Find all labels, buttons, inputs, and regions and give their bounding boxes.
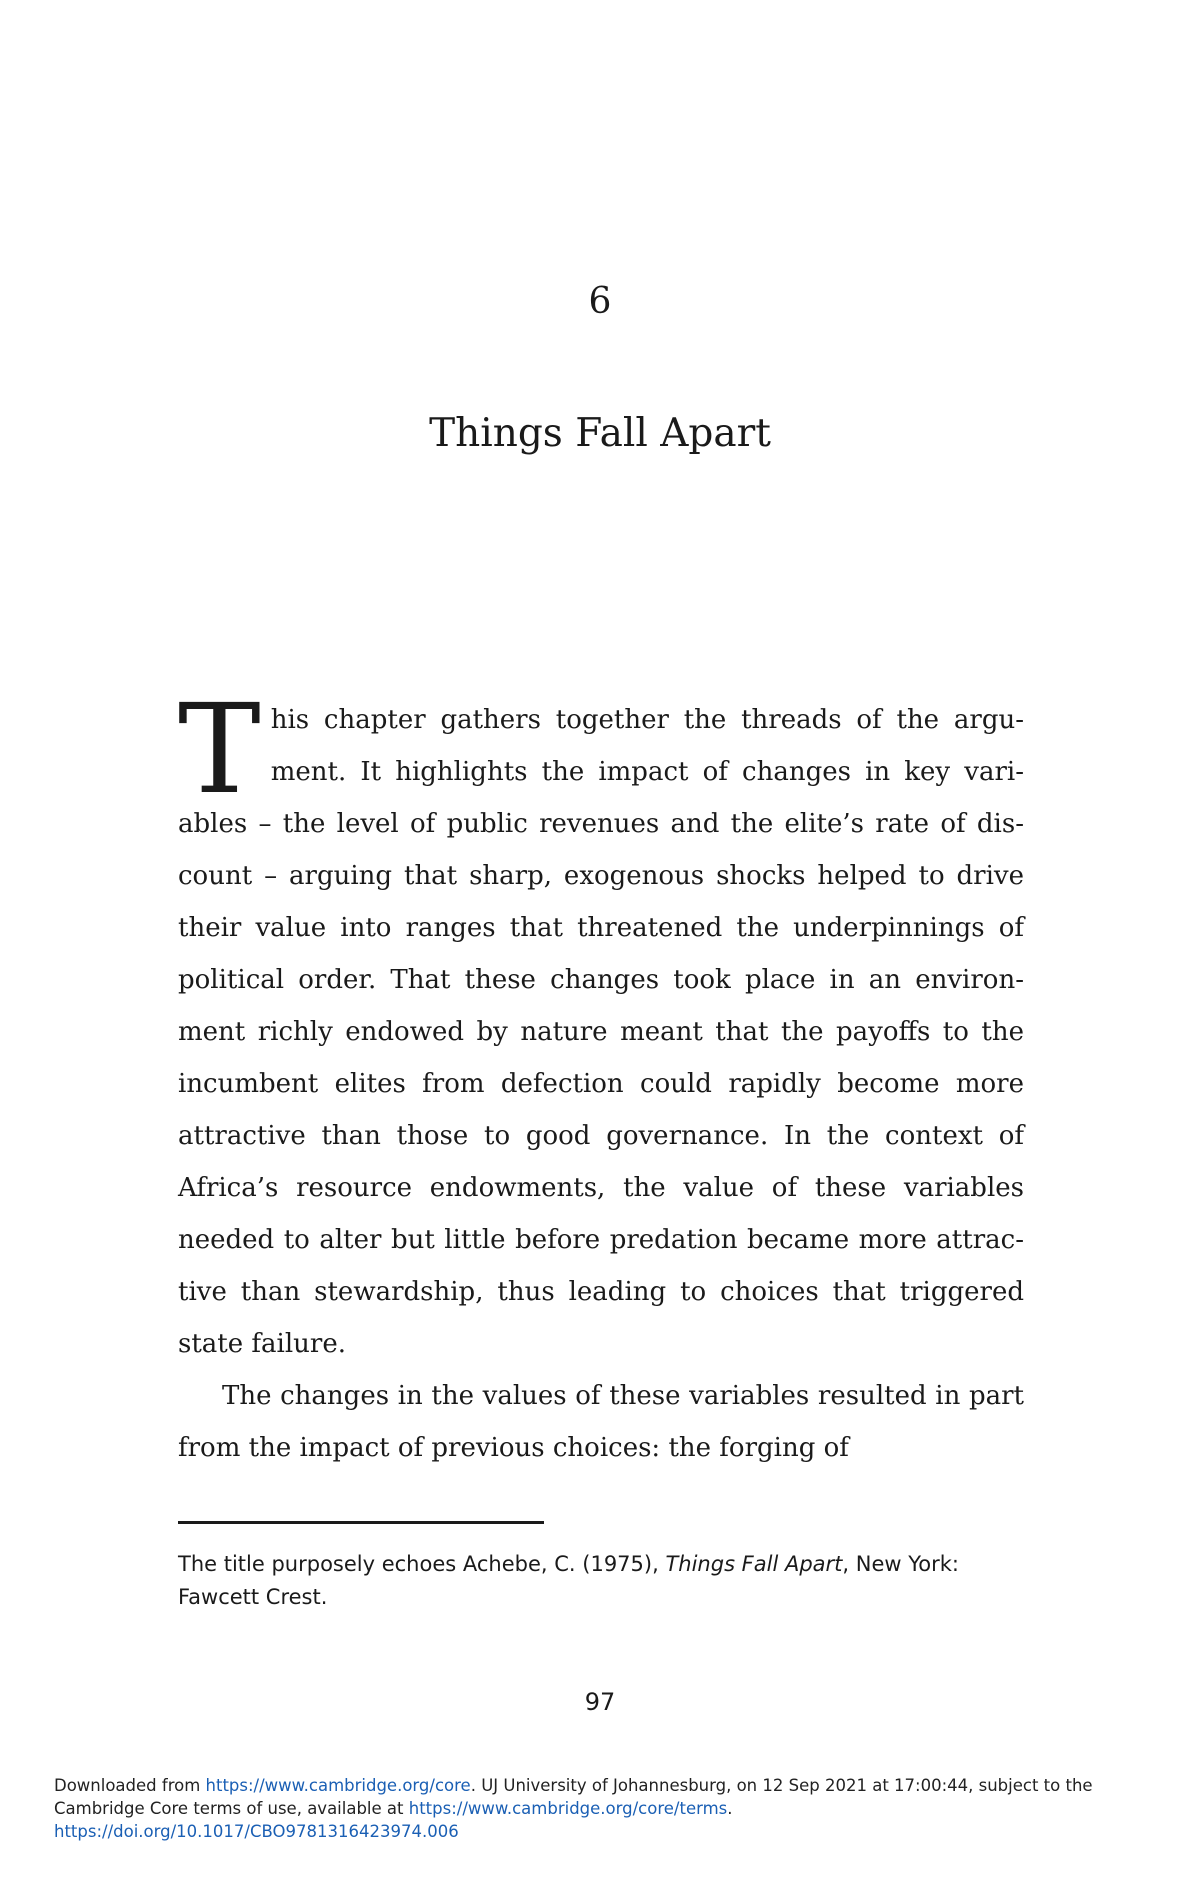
- footnote: [178, 1548, 1024, 1614]
- footnote-prefix: The title purposely echoes Achebe, C. (1975),: [178, 1552, 666, 1576]
- body-paragraph-1: [178, 678, 1024, 1370]
- chapter-title: Things Fall Apart: [429, 411, 771, 456]
- footnote-book-title: Things Fall Apart: [665, 1552, 843, 1576]
- drop-cap: T: [178, 678, 261, 822]
- chapter-body: [178, 678, 1024, 1474]
- footnote-suffix: , New York: Fawcett Crest.: [178, 1552, 959, 1609]
- download-text-3: .: [727, 1799, 733, 1818]
- chapter-number: 6: [588, 281, 612, 322]
- body-paragraph-2: The changes in the values of these variables resulted in part from the impact of previous choices: the forging of: [178, 1381, 1024, 1463]
- download-notice: [54, 1774, 1174, 1843]
- page-number: 97: [584, 1688, 616, 1716]
- terms-link[interactable]: https://www.cambridge.org/core/terms: [408, 1799, 728, 1818]
- doi-link[interactable]: https://doi.org/10.1017/CBO9781316423974.006: [54, 1822, 459, 1841]
- cambridge-core-link[interactable]: https://www.cambridge.org/core: [205, 1776, 471, 1795]
- download-text-1: Downloaded from: [54, 1776, 206, 1795]
- paragraph-1-text: his chapter gathers together the threads of the argument. It highlights the impact of changes in key variables – the level of public revenues and the elite’s rate of discount – arguing that sharp, exogenous shocks helped to drive their value into ranges that threatened the underpinnings of political order. That these changes took place in an environment richly endowed by nature meant that the payoffs to the incumbent elites from defection could rapidly become more attractive than those to good governance. In the context of Africa’s resource endowments, the value of these variables needed to alter but little before predation became more attractive than stewardship, thus leading to choices that triggered state failure.: [178, 705, 1024, 1359]
- footnote-divider: [178, 1521, 544, 1524]
- download-text-2: . UJ University of Johannesburg, on 12 Sep 2021 at 17:00:44, subject to the Cambridge Core terms of use, available at: [54, 1776, 1093, 1818]
